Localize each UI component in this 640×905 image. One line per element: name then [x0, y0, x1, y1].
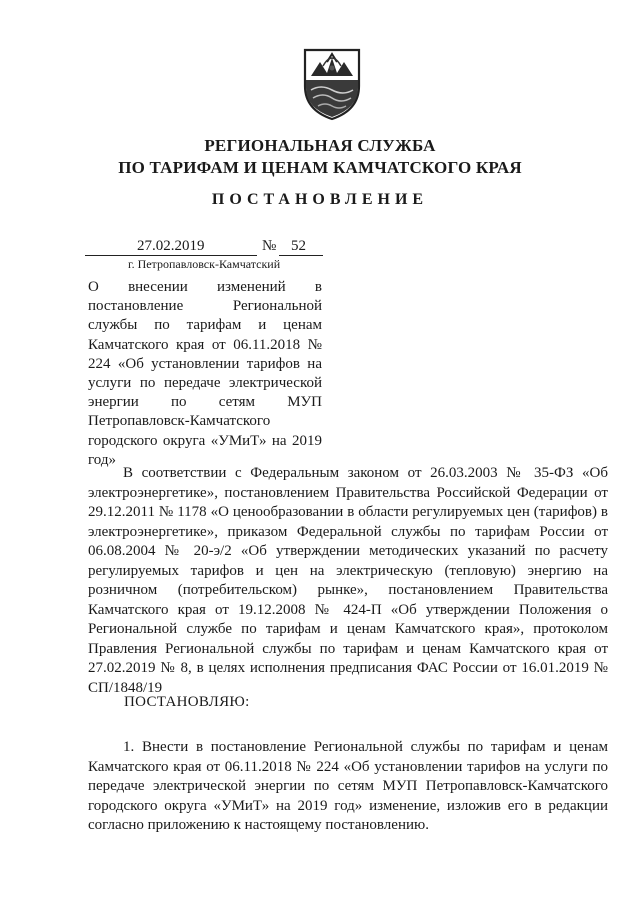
- number-sign: №: [262, 238, 277, 254]
- organization-title-line1: РЕГИОНАЛЬНАЯ СЛУЖБА: [204, 136, 436, 155]
- document-type-title: ПОСТАНОВЛЕНИЕ: [211, 191, 429, 208]
- organization-title-line2: ПО ТАРИФАМ И ЦЕНАМ КАМЧАТСКОГО КРАЯ: [118, 158, 522, 177]
- document-date: 27.02.2019: [137, 238, 205, 254]
- clause-1-paragraph: 1. Внести в постановление Региональной службы по тарифам и ценам Камчатского края от 06.11.2018 № 224 «Об установлении тарифов на услуги по передаче электрической энергии по сетям МУП Петропавловск-Камчатского городского округа «УМиТ» на 2019 год» изменение, изложив его в редакции согласно приложению к настоящему постановлению.: [88, 739, 608, 833]
- preamble-paragraph: В соответствии с Федеральным законом от 26.03.2003 № 35-ФЗ «Об электроэнергетике», постановлением Правительства Российской Федерации от 29.12.2011 № 1178 «О ценообразовании в области регулируемых цен (тарифов) в электроэнергетике», приказом Федеральной службы по тарифам России от 06.08.2004 № 20-э/2 «Об утверждении методических указаний по расчету регулируемых тарифов и цен на электрическую (тепловую) энергию на розничном (потребительском) рынке», постановлением Правительства Камчатского края от 19.12.2008 № 424-П «Об утверждении Положения о Региональной службе по тарифам и ценам Камчатского края», протоколом Правления Региональной службы по тарифам и ценам Камчатского края от 27.02.2019 № 8, в целях исполнения предписания ФАС России от 16.01.2019 № СП/1848/19: [88, 465, 608, 696]
- decree-heading: ПОСТАНОВЛЯЮ:: [124, 694, 250, 710]
- document-number: 52: [291, 238, 306, 254]
- date-number-line: [85, 238, 325, 258]
- document-subject: О внесении изменений в постановление Региональной службы по тарифам и ценам Камчатского края от 06.11.2018 № 224 «Об установлении тарифов на услуги по передаче электрической энергии по сетям МУП Петропавловск-Камчатского городского округа «УМиТ» на 2019 год»: [88, 279, 322, 468]
- document-city: г. Петропавловск-Камчатский: [128, 257, 281, 271]
- number-underline: [279, 255, 323, 256]
- date-underline: [85, 255, 257, 256]
- kamchatka-coat-of-arms-icon: [301, 46, 363, 122]
